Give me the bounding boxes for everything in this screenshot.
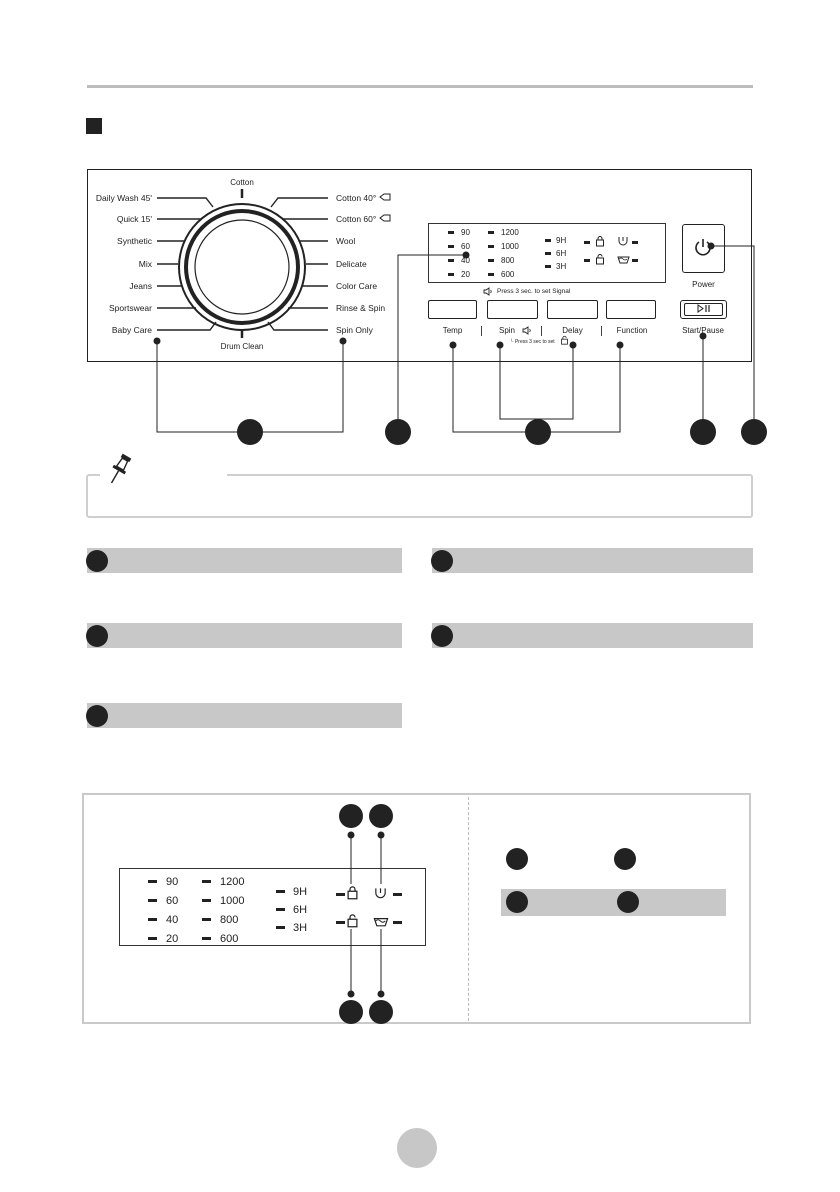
- detail-delay-9h: 9H: [293, 886, 308, 898]
- detail-delay-3h: 3H: [293, 922, 308, 934]
- detail-temp-60: 60: [166, 895, 179, 907]
- legend-number-2: [614, 848, 636, 870]
- detail-callout-1: [339, 804, 363, 828]
- spin-600: 600: [501, 270, 515, 279]
- detail-spin-600: 600: [220, 933, 239, 945]
- program-jeans: Jeans: [129, 281, 152, 291]
- program-drum-clean: Drum Clean: [220, 342, 264, 351]
- spin-1200: 1200: [501, 228, 519, 237]
- spin-800: 800: [501, 256, 515, 265]
- program-sportswear: Sportswear: [109, 303, 152, 313]
- program-spin-only: Spin Only: [336, 325, 373, 335]
- delay-9h: 9H: [556, 236, 567, 245]
- program-baby-care: Baby Care: [111, 325, 152, 335]
- temp-20: 20: [461, 270, 470, 279]
- signal-hint: Press 3 sec. to set Signal: [497, 288, 571, 295]
- program-quick: Quick 15': [116, 214, 152, 224]
- spin-button-label: Spin: [498, 326, 515, 335]
- delay-6h: 6H: [556, 249, 567, 258]
- program-rinse-spin: Rinse & Spin: [336, 303, 386, 313]
- delay-3h: 3H: [556, 262, 567, 271]
- legend-number-1: [506, 848, 528, 870]
- legend-number-4: [617, 891, 639, 913]
- legend-number-3: [506, 891, 528, 913]
- function-button-label: Function: [616, 326, 648, 335]
- detail-temp-40: 40: [166, 914, 179, 926]
- detail-temp-90: 90: [166, 876, 179, 888]
- program-cotton-40: Cotton 40°: [336, 193, 391, 203]
- temp-60: 60: [461, 242, 470, 251]
- program-cotton: Cotton: [230, 178, 254, 187]
- program-daily-wash: Daily Wash 45': [95, 193, 152, 203]
- power-label: Power: [692, 280, 715, 289]
- detail-callout-4: [369, 1000, 393, 1024]
- spin-1000: 1000: [501, 242, 519, 251]
- lock-hint: └ Press 3 sec to set: [510, 339, 555, 345]
- start-pause-label: Start/Pause: [682, 326, 724, 335]
- program-color-care: Color Care: [336, 281, 378, 291]
- program-wool: Wool: [336, 236, 356, 246]
- page-number-badge: [397, 1128, 437, 1168]
- program-delicate: Delicate: [336, 259, 367, 269]
- detail-temp-20: 20: [166, 933, 179, 945]
- detail-spin-800: 800: [220, 914, 239, 926]
- program-synthetic: Synthetic: [117, 236, 152, 246]
- temp-90: 90: [461, 228, 470, 237]
- detail-spin-1000: 1000: [220, 895, 245, 907]
- temp-40: 40: [461, 256, 470, 265]
- delay-button-label: Delay: [562, 326, 583, 335]
- detail-delay-6h: 6H: [293, 904, 308, 916]
- legend-bar: [501, 889, 726, 916]
- detail-callout-3: [339, 1000, 363, 1024]
- program-cotton-60: Cotton 60°: [336, 214, 391, 224]
- detail-callout-2: [369, 804, 393, 828]
- temp-button-label: Temp: [442, 326, 463, 335]
- detail-spin-1200: 1200: [220, 876, 245, 888]
- program-mix: Mix: [138, 259, 152, 269]
